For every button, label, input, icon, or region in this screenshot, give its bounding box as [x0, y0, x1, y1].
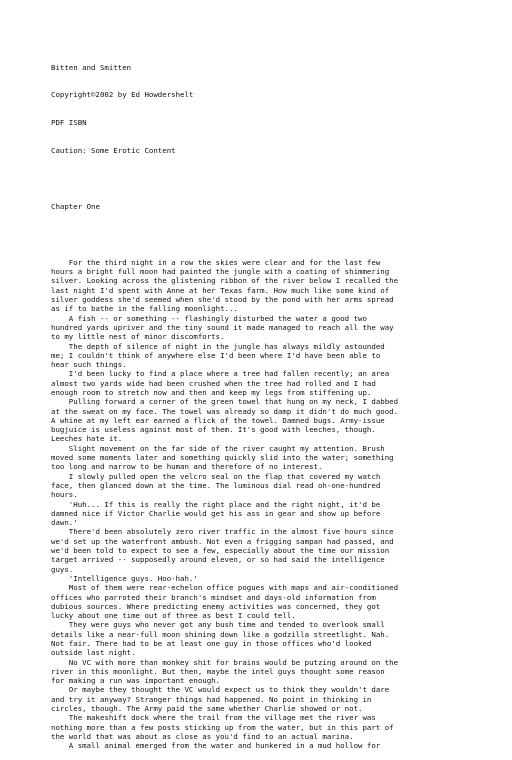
- body-text-line: last night I'd spent with Anne at her Texas farm. How much like some kind of: [51, 285, 390, 295]
- content-caution: Caution: Some Erotic Content: [51, 146, 176, 156]
- copyright-line: Copyright©2002 by Ed Howdershelt: [51, 90, 194, 100]
- body-text-line: nothing more than a few posts sticking up from the water, but in this part of: [51, 722, 394, 732]
- body-text-line: silver. Looking across the glistening ribbon of the river below I recalled the: [51, 276, 399, 286]
- body-text-line: Most of them were rear-echelon office pogues with maps and air-conditioned: [51, 583, 399, 593]
- body-text-line: and try it anyway? Stranger things had happened. No point in thinking in: [51, 694, 372, 704]
- body-text-line: the world that was about as close as you'd find to an actual marina.: [51, 731, 354, 741]
- body-text-line: river in this moonlight. But then, maybe the intel guys thought some reason: [51, 666, 385, 676]
- body-text-line: There'd been absolutely zero river traffic in the almost five hours since: [51, 527, 394, 537]
- body-text-line: target arrived -- supposedly around eleven, or so had said the intelligence: [51, 555, 385, 565]
- body-text-line: Pulling forward a corner of the green towel that hung on my neck, I dabbed: [51, 397, 399, 407]
- body-text-line: me; I couldn't think of anywhere else I'd been where I'd have been able to: [51, 350, 381, 360]
- body-text-line: face, then glanced down at the time. The luminous dial read oh-one-hundred: [51, 480, 381, 490]
- body-text-line: hours a bright full moon had painted the jungle with a coating of shimmering: [51, 267, 390, 277]
- body-text-line: offices who parroted their branch's mindset and days-old information from: [51, 592, 376, 602]
- body-text-line: we'd set up the waterfront ambush. Not even a frigging sampan had passed, and: [51, 536, 394, 546]
- body-text-line: bugjuice is useless against most of them. It's good with leeches, though.: [51, 425, 376, 435]
- body-text-line: Slight movement on the far side of the river caught my attention. Brush: [51, 443, 385, 453]
- body-text-line: almost two yards wide had been crushed when the tree had rolled and I had: [51, 378, 376, 388]
- body-text-line: Or maybe they thought the VC would expect us to think they wouldn't dare: [51, 685, 390, 695]
- body-text-line: silver goddess she'd seemed when she'd stood by the pond with her arms spread: [51, 295, 394, 305]
- body-text-line: hundred yards upriver and the tiny sound it made managed to reach all the way: [51, 322, 394, 332]
- body-text-line: damned nice if Victor Charlie would get his ass in gear and show up before: [51, 508, 381, 518]
- body-text-line: For the third night in a row the skies were clear and for the last few: [51, 257, 381, 267]
- chapter-heading: Chapter One: [51, 202, 100, 212]
- body-text-line: 'Intelligence guys. Hoo-hah.': [51, 573, 198, 583]
- body-text-line: for making a run was important enough.: [51, 676, 221, 686]
- document-page: [51, 44, 491, 760]
- chapter-body: [51, 258, 491, 751]
- body-text-line: as if to bathe in the falling moonlight...: [51, 304, 238, 314]
- body-text-line: to my little nest of minor discomforts.: [51, 332, 225, 342]
- isbn-line: PDF ISBN: [51, 118, 87, 128]
- body-text-line: No VC with more than monkey shit for brains would be putzing around on the: [51, 657, 399, 667]
- body-text-line: I'd been lucky to find a place where a tree had fallen recently; an area: [51, 369, 390, 379]
- body-text-line: moved some moments later and something quickly slid into the water; something: [51, 453, 394, 463]
- body-text-line: A fish -- or something -- flashingly disturbed the water a good two: [51, 313, 367, 323]
- spacer: [51, 230, 491, 239]
- body-text-line: circles, though. The Army paid the same whether Charlie showed or not.: [51, 704, 363, 714]
- book-title: Bitten and Smitten: [51, 62, 132, 72]
- body-text-line: dawn.': [51, 518, 78, 528]
- body-text-line: 'Huh... If this is really the right place and the right night, it'd be: [51, 499, 381, 509]
- body-text-line: hear such things.: [51, 360, 127, 370]
- body-text-line: guys.: [51, 564, 74, 574]
- body-text-line: too long and narrow to be human and therefore of no interest.: [51, 462, 323, 472]
- body-text-line: A whine at my left ear earned a flick of the towel. Damned bugs. Army-issue: [51, 415, 385, 425]
- body-text-line: hours.: [51, 490, 78, 500]
- body-text-line: The makeshift dock where the trail from the village met the river was: [51, 713, 376, 723]
- body-text-line: dubious sources. Where predicting enemy activities was concerned, they got: [51, 601, 381, 611]
- body-text-line: at the sweat on my face. The towel was already so damp it didn't do much good.: [51, 406, 399, 416]
- spacer: [51, 174, 491, 183]
- body-text-line: They were guys who never got any bush time and tended to overlook small: [51, 620, 385, 630]
- body-text-line: we'd been told to expect to see a few, especially about the time our mission: [51, 546, 390, 556]
- body-text-line: A small animal emerged from the water and hunkered in a mud hollow for: [51, 741, 381, 751]
- body-text-line: The depth of silence of night in the jungle has always mildly astounded: [51, 341, 385, 351]
- body-text-line: details like a near-full moon shining down like a godzilla streetlight. Nah.: [51, 629, 390, 639]
- body-text-line: Not fair. There had to be at least one guy in those offices who'd looked: [51, 639, 372, 648]
- body-text-line: lucky about one time out of three as best I could tell.: [51, 611, 296, 621]
- body-text-line: outside last night.: [51, 648, 136, 658]
- body-text-line: enough room to stretch now and then and keep my legs from stiffening up.: [51, 387, 372, 397]
- body-text-line: Leeches hate it.: [51, 434, 123, 444]
- body-text-line: I slowly pulled open the velcro seal on the flap that covered my watch: [51, 471, 381, 481]
